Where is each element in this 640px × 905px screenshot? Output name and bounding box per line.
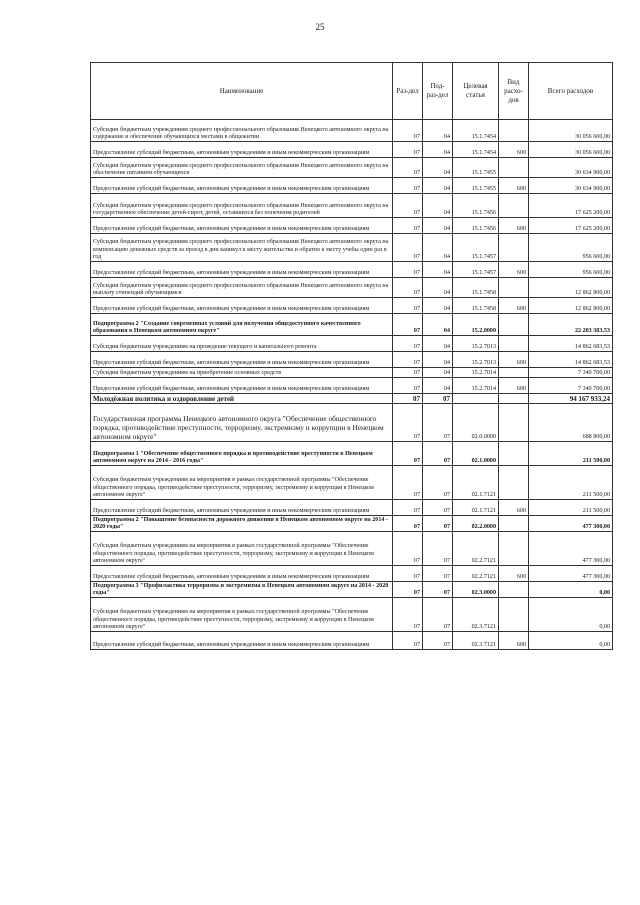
cell-section: 07 — [393, 394, 423, 404]
table-row — [91, 336, 613, 352]
cell-expense-type — [499, 582, 529, 598]
cell-name: Подпрограмма 2 "Создание современных условий для получения общедоступного качественного образования в Ненецком автономном округе" — [91, 314, 393, 336]
cell-section: 07 — [393, 352, 423, 368]
cell-subsection: 04 — [423, 278, 453, 298]
cell-expense-type — [499, 336, 529, 352]
cell-name: Предоставление субсидий бюджетным, автономным учреждениям и иным некоммерческим организациям — [91, 500, 393, 516]
cell-subsection: 07 — [423, 442, 453, 466]
cell-target: 15.1.7457 — [453, 234, 499, 262]
cell-total: 688 800,00 — [529, 404, 613, 442]
cell-name: Предоставление субсидий бюджетным, автономным учреждениям и иным некоммерческим организациям — [91, 352, 393, 368]
cell-subsection: 04 — [423, 158, 453, 178]
cell-name: Предоставление субсидий бюджетным, автономным учреждениям и иным некоммерческим организациям — [91, 218, 393, 234]
cell-section: 07 — [393, 566, 423, 582]
cell-section: 07 — [393, 234, 423, 262]
cell-target: 02.1.7121 — [453, 466, 499, 500]
cell-total: 0,00 — [529, 582, 613, 598]
table-header-row — [91, 63, 613, 120]
cell-expense-type: 600 — [499, 632, 529, 650]
table-row — [91, 500, 613, 516]
cell-subsection: 07 — [423, 500, 453, 516]
cell-total: 30 634 900,00 — [529, 158, 613, 178]
budget-table — [90, 62, 613, 650]
cell-subsection: 04 — [423, 218, 453, 234]
cell-name: Подпрограмма 2 "Повышение безопасности дорожного движения в Ненецком автономном округе на 2014 - 2020 годы" — [91, 516, 393, 532]
table-row — [91, 352, 613, 368]
cell-total: 7 340 700,00 — [529, 368, 613, 378]
cell-total: 956 600,00 — [529, 262, 613, 278]
cell-total: 17 625 200,00 — [529, 194, 613, 218]
cell-target: 02.0.0000 — [453, 404, 499, 442]
table-row — [91, 120, 613, 142]
cell-target: 15.1.7456 — [453, 194, 499, 218]
cell-name: Предоставление субсидий бюджетным, автономным учреждениям и иным некоммерческим организациям — [91, 178, 393, 194]
cell-target: 15.2.7014 — [453, 368, 499, 378]
cell-subsection: 07 — [423, 632, 453, 650]
table-row — [91, 632, 613, 650]
cell-target: 15.2.0000 — [453, 314, 499, 336]
cell-section: 07 — [393, 298, 423, 314]
cell-name: Субсидии бюджетным учреждениям на проведение текущего и капитального ремонта — [91, 336, 393, 352]
cell-target: 15.1.7457 — [453, 262, 499, 278]
cell-subsection: 04 — [423, 262, 453, 278]
cell-name: Предоставление субсидий бюджетным, автономным учреждениям и иным некоммерческим организациям — [91, 632, 393, 650]
cell-target: 02.2.0000 — [453, 516, 499, 532]
cell-section: 07 — [393, 532, 423, 566]
cell-section: 07 — [393, 598, 423, 632]
table-row — [91, 142, 613, 158]
cell-target: 15.1.7454 — [453, 120, 499, 142]
cell-name: Предоставление субсидий бюджетным, автономным учреждениям и иным некоммерческим организациям — [91, 378, 393, 394]
cell-section: 07 — [393, 336, 423, 352]
cell-name: Субсидии бюджетным учреждениям среднего профессионального образования Ненецкого автономного округа на компенсацию денежных средств за проезд в дни каникул к месту жительства и обратно к месту учебы один раз в год — [91, 234, 393, 262]
cell-target: 02.2.7121 — [453, 566, 499, 582]
cell-expense-type: 600 — [499, 352, 529, 368]
cell-subsection: 07 — [423, 598, 453, 632]
cell-total: 12 862 800,00 — [529, 278, 613, 298]
cell-target: 15.2.7013 — [453, 336, 499, 352]
table-row — [91, 314, 613, 336]
cell-subsection: 04 — [423, 352, 453, 368]
cell-subsection: 07 — [423, 404, 453, 442]
cell-total: 30 056 600,00 — [529, 120, 613, 142]
cell-subsection: 04 — [423, 120, 453, 142]
cell-section: 07 — [393, 632, 423, 650]
cell-name: Государственная программа Ненецкого автономного округа "Обеспечение общественного порядка, противодействие преступности, терроризму, экстремизму и коррупции в Ненецком автономном округе" — [91, 404, 393, 442]
cell-expense-type — [499, 442, 529, 466]
cell-section: 07 — [393, 194, 423, 218]
cell-expense-type — [499, 404, 529, 442]
cell-expense-type — [499, 394, 529, 404]
cell-section: 07 — [393, 178, 423, 194]
cell-target: 15.1.7455 — [453, 178, 499, 194]
cell-subsection: 04 — [423, 368, 453, 378]
cell-expense-type — [499, 278, 529, 298]
cell-expense-type — [499, 516, 529, 532]
cell-total: 956 600,00 — [529, 234, 613, 262]
cell-section: 07 — [393, 218, 423, 234]
cell-section: 07 — [393, 262, 423, 278]
cell-name: Субсидии бюджетным учреждениям среднего профессионального образования Ненецкого автономного округа на государственное обеспечение детей-сирот, детей, оставшихся без попечения родителей — [91, 194, 393, 218]
header-target: Целевая статья — [453, 63, 499, 120]
cell-expense-type: 600 — [499, 142, 529, 158]
table-row — [91, 566, 613, 582]
cell-name: Субсидии бюджетным учреждениям среднего профессионального образования Ненецкого автономного округа на содержание и обеспечение обучающихся местами в общежитии — [91, 120, 393, 142]
cell-subsection: 04 — [423, 314, 453, 336]
cell-expense-type — [499, 368, 529, 378]
cell-total: 14 862 683,53 — [529, 352, 613, 368]
cell-section: 07 — [393, 582, 423, 598]
cell-section: 07 — [393, 500, 423, 516]
cell-target: 15.1.7458 — [453, 298, 499, 314]
cell-subsection: 07 — [423, 582, 453, 598]
table-row — [91, 178, 613, 194]
table-row — [91, 262, 613, 278]
cell-name: Субсидии бюджетным учреждениям на мероприятия в рамках государственной программы "Обеспечение общественного порядка, противодействие преступности, терроризму, экстремизму и коррупции в Ненецком автономном округе" — [91, 532, 393, 566]
table-body — [91, 120, 613, 650]
cell-target: 02.3.0000 — [453, 582, 499, 598]
cell-total: 12 862 800,00 — [529, 298, 613, 314]
cell-target: 02.3.7121 — [453, 598, 499, 632]
cell-total: 477 300,00 — [529, 516, 613, 532]
cell-total: 477 300,00 — [529, 532, 613, 566]
table-row — [91, 598, 613, 632]
cell-expense-type: 600 — [499, 218, 529, 234]
cell-name: Субсидии бюджетным учреждениям среднего профессионального образования Ненецкого автономного округа на обеспечение питанием обучающихся — [91, 158, 393, 178]
cell-expense-type — [499, 234, 529, 262]
cell-target: 15.2.7014 — [453, 378, 499, 394]
cell-section: 07 — [393, 120, 423, 142]
header-expense-type: Вид расхо-дов — [499, 63, 529, 120]
table-row — [91, 378, 613, 394]
cell-subsection: 04 — [423, 298, 453, 314]
cell-expense-type — [499, 532, 529, 566]
table-row — [91, 466, 613, 500]
cell-name: Подпрограмма 3 "Профилактика терроризма и экстремизма в Ненецком автономном округе на 2014 - 2020 годы" — [91, 582, 393, 598]
cell-total: 211 500,00 — [529, 500, 613, 516]
cell-section: 07 — [393, 368, 423, 378]
header-total: Всего расходов — [529, 63, 613, 120]
page-number: 25 — [315, 22, 325, 32]
table-row — [91, 158, 613, 178]
cell-target: 15.1.7456 — [453, 218, 499, 234]
table-row — [91, 234, 613, 262]
table-row — [91, 404, 613, 442]
cell-target: 02.1.0000 — [453, 442, 499, 466]
cell-section: 07 — [393, 142, 423, 158]
cell-total: 94 167 933,24 — [529, 394, 613, 404]
header-section: Раз-дел — [393, 63, 423, 120]
cell-target — [453, 394, 499, 404]
cell-name: Предоставление субсидий бюджетным, автономным учреждениям и иным некоммерческим организациям — [91, 298, 393, 314]
cell-expense-type — [499, 314, 529, 336]
cell-subsection: 04 — [423, 142, 453, 158]
cell-target: 15.1.7455 — [453, 158, 499, 178]
cell-target: 15.1.7454 — [453, 142, 499, 158]
cell-expense-type: 600 — [499, 262, 529, 278]
cell-total: 30 056 600,00 — [529, 142, 613, 158]
cell-section: 07 — [393, 466, 423, 500]
cell-subsection: 04 — [423, 194, 453, 218]
table-row — [91, 278, 613, 298]
cell-name: Субсидии бюджетным учреждениям на приобретение основных средств — [91, 368, 393, 378]
cell-name: Предоставление субсидий бюджетным, автономным учреждениям и иным некоммерческим организациям — [91, 566, 393, 582]
cell-total: 22 203 383,53 — [529, 314, 613, 336]
cell-total: 17 625 200,00 — [529, 218, 613, 234]
cell-expense-type — [499, 598, 529, 632]
header-subsection: Под-раз-дел — [423, 63, 453, 120]
cell-name: Предоставление субсидий бюджетным, автономным учреждениям и иным некоммерческим организациям — [91, 142, 393, 158]
cell-total: 0,00 — [529, 632, 613, 650]
table-row — [91, 394, 613, 404]
cell-section: 07 — [393, 158, 423, 178]
table-row — [91, 442, 613, 466]
cell-total: 477 300,00 — [529, 566, 613, 582]
cell-subsection: 07 — [423, 532, 453, 566]
cell-target: 02.3.7121 — [453, 632, 499, 650]
cell-name: Субсидии бюджетным учреждениям среднего профессионального образования Ненецкого автономного округа на выплату стипендий обучающимся — [91, 278, 393, 298]
cell-name: Субсидии бюджетным учреждениям на мероприятия в рамках государственной программы "Обеспечение общественного порядка, противодействие преступности, терроризму, экстремизму и коррупции в Ненецком автономном округе" — [91, 466, 393, 500]
cell-total: 211 500,00 — [529, 442, 613, 466]
cell-section: 07 — [393, 516, 423, 532]
header-name: Наименование — [91, 63, 393, 120]
cell-total: 211 500,00 — [529, 466, 613, 500]
cell-section: 07 — [393, 278, 423, 298]
table-row — [91, 532, 613, 566]
cell-name: Предоставление субсидий бюджетным, автономным учреждениям и иным некоммерческим организациям — [91, 262, 393, 278]
cell-expense-type: 600 — [499, 566, 529, 582]
cell-expense-type: 600 — [499, 178, 529, 194]
cell-subsection: 07 — [423, 566, 453, 582]
table-row — [91, 218, 613, 234]
cell-expense-type: 600 — [499, 378, 529, 394]
table-row — [91, 368, 613, 378]
cell-total: 14 862 683,53 — [529, 336, 613, 352]
cell-subsection: 07 — [423, 394, 453, 404]
cell-subsection: 07 — [423, 516, 453, 532]
cell-subsection: 04 — [423, 378, 453, 394]
cell-section: 07 — [393, 378, 423, 394]
cell-subsection: 04 — [423, 336, 453, 352]
cell-expense-type — [499, 158, 529, 178]
cell-name: Субсидии бюджетным учреждениям на мероприятия в рамках государственной программы "Обеспечение общественного порядка, противодействие преступности, терроризму, экстремизму и коррупции в Ненецком автономном округе" — [91, 598, 393, 632]
cell-expense-type — [499, 194, 529, 218]
cell-total: 0,00 — [529, 598, 613, 632]
cell-expense-type: 600 — [499, 500, 529, 516]
table-row — [91, 194, 613, 218]
cell-name: Подпрограмма 1 "Обеспечение общественного порядка и противодействие преступности в Ненецком автономном округе на 2014 - 2016 годы" — [91, 442, 393, 466]
table-row — [91, 516, 613, 532]
cell-target: 02.2.7121 — [453, 532, 499, 566]
table-row — [91, 582, 613, 598]
cell-total: 30 634 900,00 — [529, 178, 613, 194]
cell-total: 7 340 700,00 — [529, 378, 613, 394]
cell-expense-type — [499, 120, 529, 142]
cell-subsection: 07 — [423, 466, 453, 500]
cell-target: 15.1.7458 — [453, 278, 499, 298]
cell-section: 07 — [393, 404, 423, 442]
cell-section: 07 — [393, 442, 423, 466]
cell-name: Молодёжная политика и оздоровление детей — [91, 394, 393, 404]
cell-target: 02.1.7121 — [453, 500, 499, 516]
cell-section: 07 — [393, 314, 423, 336]
cell-subsection: 04 — [423, 178, 453, 194]
cell-target: 15.2.7013 — [453, 352, 499, 368]
table-row — [91, 298, 613, 314]
cell-expense-type: 600 — [499, 298, 529, 314]
cell-subsection: 04 — [423, 234, 453, 262]
cell-expense-type — [499, 466, 529, 500]
